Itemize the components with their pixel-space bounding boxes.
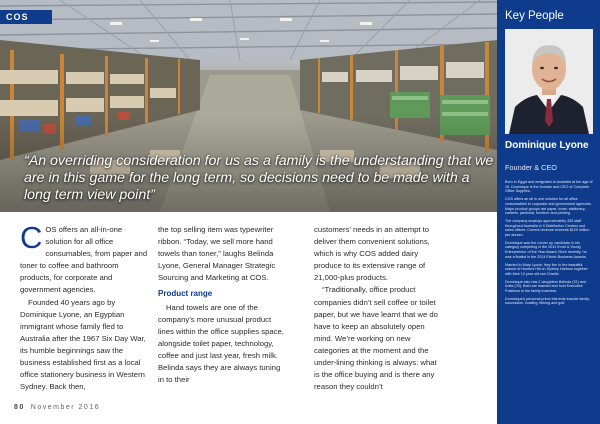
bio-paragraph: COS offers an all in one solution for all office consumables to corporate and government agencies. Major product groups are paper, toner, stationery, canteen, janitorial, furniture and printing. — [505, 197, 592, 216]
article-column-2 — [158, 224, 288, 386]
article-column-3 — [314, 224, 444, 393]
article-paragraph: Founded 40 years ago by Dominique Lyone, an Egyptian immigrant whose family fled to Australia after the 1967 Six Day War, its humble beginnings saw the business established first as a local office stationery business in Western Sydney. Back then, — [20, 297, 146, 392]
bio-paragraph: Born in Egypt and emigrated to Australia at the age of 15. Dominique is the founder and CEO of Complete Office Supplies. — [505, 180, 593, 194]
bio-paragraph: Dominique also has 2 daughters Belinda (31) and Anita (33). Both are married and hold Executive Positions in the family business. — [505, 279, 586, 294]
pull-quote: “An overriding consideration for us as a family is the understanding that we are in this game for the long term, so decisions need to be made with a long term view point” — [24, 153, 494, 203]
article-paragraph: customers’ needs in an attempt to deliver them convenient solutions, which is why COS added dairy produce to its extensive range of 21,000-plus products. — [314, 225, 430, 283]
hero-photo — [0, 0, 497, 212]
page-footer — [14, 404, 100, 411]
person-name: Dominique Lyone — [505, 140, 589, 151]
section-tag: COS — [0, 10, 52, 24]
article-paragraph — [20, 220, 150, 297]
bio-text — [505, 180, 593, 309]
subheading: Product range — [158, 289, 213, 299]
bio-paragraph: Dominique’s personal prime interests include family, succession, boating, fishing and golf. — [505, 296, 590, 306]
bio-paragraph: The company employs approximately 330 staff throughout Australia in 9 Distribution Centres and sales offices. Current revenue exceeds $120 million per annum. — [505, 218, 590, 238]
person-icon — [505, 29, 593, 134]
bio-paragraph: Dominique was the runner up candidate in his category competing in the 2011 Ernst & Young Entrepreneur of the Year Award. More recently, he was a finalist in the 2014 Ethnic Business Awards. — [505, 240, 587, 259]
portrait-photo — [505, 29, 593, 134]
issue-date: November 2016 — [30, 404, 101, 411]
bio-paragraph: Married to Mary Lyone, they live in the beautiful suburb of Hunters Hill on Sydney Harbour together with their 12 year old son Charlie. — [505, 262, 588, 276]
drop-cap: C — [20, 220, 43, 255]
article-paragraph: Hand towels are one of the company’s more unusual product lines within the office supplies space, alongside toilet paper, technology, coffee and just last year, fresh milk. Belinda says they are always tuning in to their — [158, 302, 284, 385]
page-number: 80 — [14, 404, 25, 411]
sidebar-title: Key People — [505, 10, 564, 22]
key-people-sidebar — [497, 0, 600, 424]
article-paragraph: the top selling item was typewriter ribbon. “Today, we sell more hand towels than toner,” laughs Belinda Lyone, General Manager Strategic Sourcing and Marketing at COS. — [158, 225, 276, 283]
article-paragraph: “Traditionally, office product companies didn’t sell coffee or toilet paper, but we have learnt that we do have to keep an absolutely open mind. We’re working on new categories at the moment and the under-lining thinking is always: what is the office buying and is there any reason they couldn’t — [314, 285, 438, 392]
article-column-1 — [20, 220, 150, 393]
person-role: Founder & CEO — [505, 163, 557, 172]
paragraph-text: OS offers an all-in-one solution for all office consumables, from paper and toner to coffee and bathroom products, for corporate and government agencies. — [20, 225, 148, 295]
